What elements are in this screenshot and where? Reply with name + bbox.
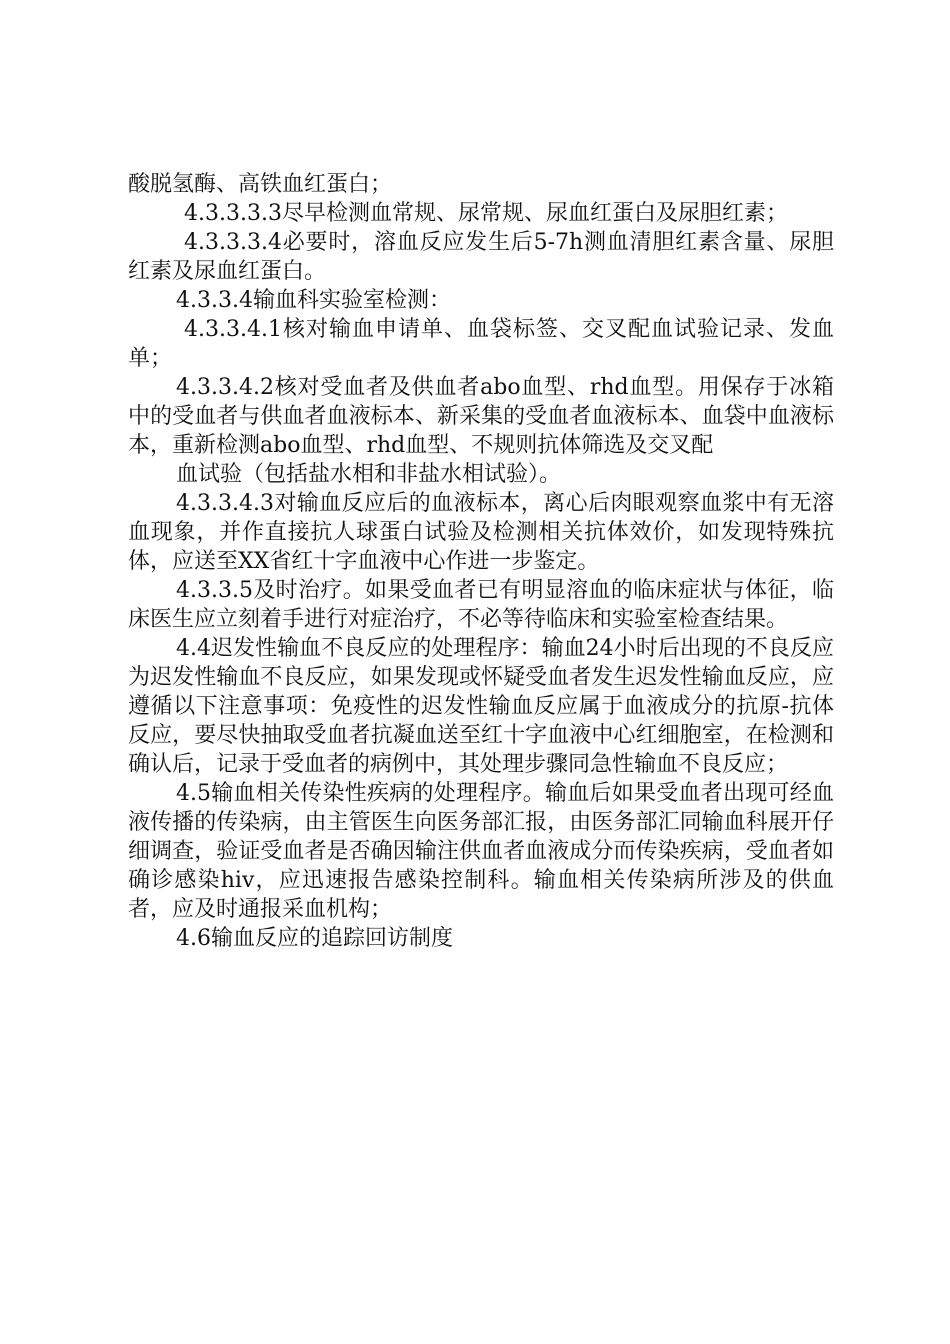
paragraph-continuation: 酸脱氢酶、高铁血红蛋白； [128,172,393,197]
paragraph-4-3-3-4-3: 4.3.3.4.3对输血反应后的血液标本，离心后肉眼观察血浆中有无溶血现象，并作直接抗人球蛋白试验及检测相关抗体效价，如发现特殊抗体，应送至XX省红十字血液中心作进一步鉴定。 [128,491,834,574]
paragraph-4-3-3-4-1: 4.3.3.4.1核对输血申请单、血袋标签、交叉配血试验记录、发血单； [128,317,834,371]
paragraph-4-3-3-3-3: 4.3.3.3.3尽早检测血常规、尿常规、尿血红蛋白及尿胆红素； [184,201,788,226]
paragraph-4-3-3-4-2: 4.3.3.4.2核对受血者及供血者abo血型、rhd血型。用保存于冰箱中的受血者与供血者血液标本、新采集的受血者血液标本、血袋中血液标本，重新检测abo血型、rhd血型、不规则抗体筛选及交叉配 [128,375,834,458]
paragraph-4-5: 4.5输血相关传染性疾病的处理程序。输血后如果受血者出现可经血液传播的传染病，由主管医生向医务部汇报，由医务部汇同输血科展开仔细调查，验证受血者是否确因输注供血者血液成分而传染疾病，受血者如确诊感染hiv，应迅速报告感染控制科。输血相关传染病所涉及的供血者，应及时通报采血机构； [128,781,834,922]
paragraph-4-3-3-4: 4.3.3.4输血科实验室检测： [176,288,451,313]
document-body [128,170,834,953]
paragraph-4-3-3-3-4: 4.3.3.3.4必要时，溶血反应发生后5-7h测血清胆红素含量、尿胆红素及尿血红蛋白。 [128,230,834,284]
paragraph-4-4: 4.4迟发性输血不良反应的处理程序：输血24小时后出现的不良反应为迟发性输血不良反应，如果发现或怀疑受血者发生迟发性输血反应，应遵循以下注意事项：免疫性的迟发性输血反应属于血液成分的抗原-抗体反应，要尽快抽取受血者抗凝血送至红十字血液中心红细胞室，在检测和确认后，记录于受血者的病例中，其处理步骤同急性输血不良反应； [128,636,834,777]
paragraph-4-3-3-5: 4.3.3.5及时治疗。如果受血者已有明显溶血的临床症状与体征，临床医生应立刻着手进行对症治疗，不必等待临床和实验室检查结果。 [128,578,834,632]
paragraph-4-6: 4.6输血反应的追踪回访制度 [176,926,453,951]
paragraph-4-3-3-4-2-continued: 血试验（包括盐水相和非盐水相试验）。 [176,462,562,487]
